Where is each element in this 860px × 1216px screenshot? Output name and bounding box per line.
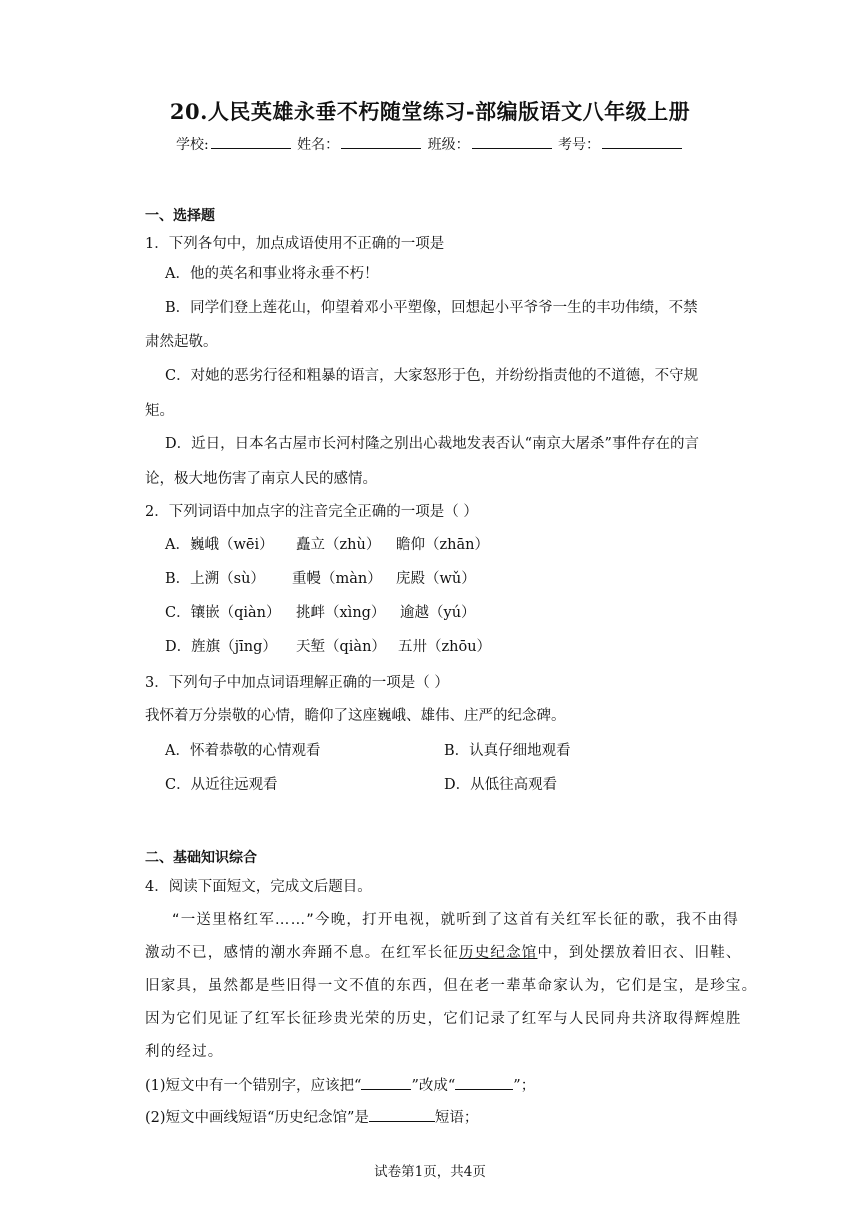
passage-line3: 旧家具，虽然都是些旧得一文不值的东西，但在老一辈革命家认为，它们是宝，是珍宝。 [145,978,758,994]
q3-stem: 3．下列句子中加点词语理解正确的一项是（ ） [145,675,449,691]
q1-option-d-line2: 论，极大地伤害了南京人民的感情。 [145,471,377,487]
q1-option-d-line1: D．近日，日本名古屋市长河村隆之别出心裁地发表否认“南京大屠杀”事件存在的言 [165,436,699,452]
q2-option-b-3: 庑殿（wǔ） [396,571,476,587]
q4-sub2-text-a: (2)短文中画线短语“历史纪念馆”是 [145,1110,369,1126]
q2-option-a-3: 瞻仰（zhān） [396,537,489,553]
school-label: 学校: [175,137,209,153]
q1-option-a: A．他的英名和事业将永垂不朽！ [165,266,379,282]
passage-line1: “一送里格红军……”今晚，打开电视，就听到了这首有关红军长征的歌，我不由得 [172,912,739,928]
class-label: 班级： [427,137,470,153]
exam-no-blank[interactable] [602,134,682,149]
section2-heading: 二、基础知识综合 [145,850,257,866]
q2-stem: 2．下列词语中加点字的注音完全正确的一项是（ ） [145,504,478,520]
q4-sub1-blank-wrong[interactable] [361,1075,411,1090]
q4-sub2-blank[interactable] [369,1107,435,1122]
q2-option-a-2: 矗立（zhù） [296,537,381,553]
passage-line2 [145,941,742,962]
q4-sub2 [145,1106,478,1127]
q4-sub2-text-b: 短语； [434,1110,479,1126]
q3-option-d: D．从低往高观看 [444,777,558,793]
passage-line2-start: 激动不已，感情的潮水奔踊不息。在红军长征 [145,945,459,961]
q4-sub1-text-b: ”改成“ [411,1078,456,1094]
q2-option-d-1: D．旌旗（jīng） [165,639,277,655]
passage-line5: 利的经过。 [145,1044,224,1060]
section1-heading: 一、选择题 [145,208,215,224]
q2-option-c-1: C．镶嵌（qiàn） [165,605,281,621]
q2-option-d-3: 五卅（zhōu） [398,639,492,655]
q1-option-c-line1: C．对她的恶劣行径和粗暴的语言，大家怒形于色，并纷纷指责他的不道德，不守规 [165,368,699,384]
q4-sub1-text-c: ”； [513,1078,536,1094]
q2-option-a-1: A．巍峨（wēi） [165,537,274,553]
q4-sub1 [145,1074,535,1095]
q1-option-b-line1: B．同学们登上莲花山，仰望着邓小平塑像，回想起小平爷爷一生的丰功伟绩，不禁 [165,300,698,316]
passage-line2-end: 中，到处摆放着旧衣、旧鞋、 [537,945,742,961]
underlined-phrase: 历史纪念馆 [459,945,538,961]
q2-option-c-3: 逾越（yú） [400,605,476,621]
q3-sentence: 我怀着万分崇敬的心情，瞻仰了这座巍峨、雄伟、庄严的纪念碑。 [145,708,566,724]
q2-option-d-2: 天堑（qiàn） [296,639,386,655]
page-title: 20.人民英雄永垂不朽随堂练习-部编版语文八年级上册 [169,99,691,124]
page-footer: 试卷第1页，共4页 [374,1164,486,1180]
q2-option-b-1: B．上溯（sù） [165,571,265,587]
q4-sub1-blank-correct[interactable] [455,1075,513,1090]
q3-option-b: B．认真仔细地观看 [444,743,571,759]
passage-line4: 因为它们见证了红军长征珍贵光荣的历史，它们记录了红军与人民同舟共济取得辉煌胜 [145,1011,742,1027]
q3-option-c: C．从近往远观看 [165,777,278,793]
q2-option-c-2: 挑衅（xìng） [296,605,386,621]
q1-stem: 1．下列各句中，加点成语使用不正确的一项是 [145,236,445,252]
q1-option-b-line2: 肃然起敬。 [145,334,218,350]
q4-stem: 4．阅读下面短文，完成文后题目。 [145,879,372,895]
class-blank[interactable] [472,134,552,149]
student-info-line [0,134,860,154]
name-label: 姓名： [297,137,340,153]
q4-sub1-text-a: (1)短文中有一个错别字，应该把“ [145,1078,362,1094]
exam-no-label: 考号： [558,137,601,153]
school-blank[interactable] [211,134,291,149]
name-blank[interactable] [341,134,421,149]
q2-option-b-2: 重幔（màn） [292,571,382,587]
q3-option-a: A．怀着恭敬的心情观看 [165,743,321,759]
q1-option-c-line2: 矩。 [145,403,174,419]
